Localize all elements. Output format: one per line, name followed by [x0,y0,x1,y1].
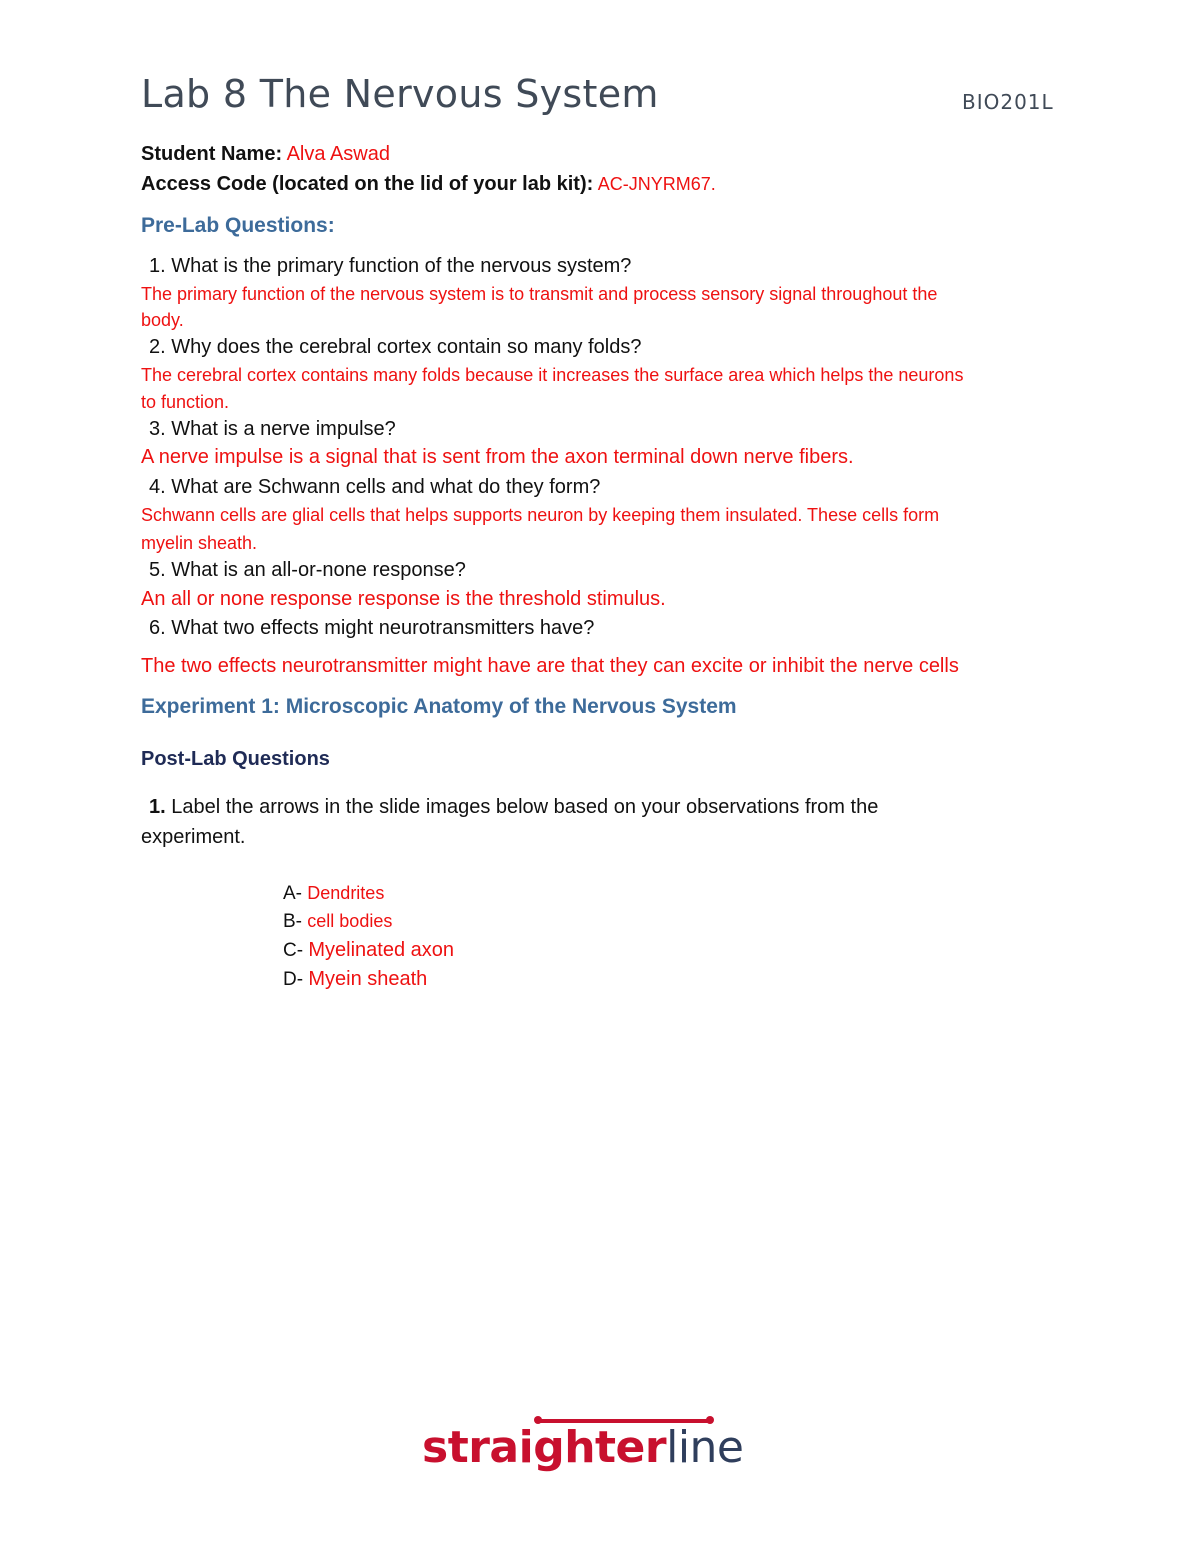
course-code: BIO201L [962,90,1054,114]
access-code-row [141,173,716,196]
access-code-value: AC-JNYRM67. [597,174,716,194]
label-c-letter: C- [283,940,304,961]
page-title: Lab 8 The Nervous System [141,72,659,116]
label-b-value: cell bodies [307,911,393,931]
access-code-label: Access Code (located on the lid of your lab kit): [141,173,594,195]
student-name-label: Student Name: [141,143,283,165]
prelab-answer-1-line-2: body. [141,310,184,330]
prelab-heading: Pre-Lab Questions: [141,214,335,237]
prelab-question-3: 3. What is a nerve impulse? [149,418,396,440]
postlab-question-1-text: Label the arrows in the slide images below based on your observations from the [171,796,879,818]
postlab-question-1-number: 1. [149,796,166,818]
prelab-question-6: 6. What two effects might neurotransmitters have? [149,617,595,639]
prelab-answer-1-line-1: The primary function of the nervous system is to transmit and process sensory signal throughout the [141,284,938,304]
label-d-letter: D- [283,969,304,990]
straighterline-logo [422,1414,782,1484]
prelab-answer-5: An all or none response response is the threshold stimulus. [141,588,666,610]
prelab-answer-3: A nerve impulse is a signal that is sent from the axon terminal down nerve fibers. [141,446,854,468]
label-a-value: Dendrites [307,883,385,903]
prelab-answer-2-line-1: The cerebral cortex contains many folds because it increases the surface area which helps the neurons [141,365,964,385]
prelab-answer-4-line-1: Schwann cells are glial cells that helps supports neuron by keeping them insulated. These cells form [141,505,940,525]
prelab-question-1: 1. What is the primary function of the nervous system? [149,255,632,277]
label-c-value: Myelinated axon [308,939,454,961]
logo-wordmark-light: line [666,1422,744,1473]
label-d-value: Myein sheath [308,968,428,990]
prelab-answer-2-line-2: to function. [141,392,230,412]
logo-wordmark-strong: straighter [422,1422,667,1473]
prelab-question-2: 2. Why does the cerebral cortex contain so many folds? [149,336,642,358]
prelab-answer-6: The two effects neurotransmitter might have are that they can excite or inhibit the nerve cells [141,655,959,677]
prelab-question-4: 4. What are Schwann cells and what do they form? [149,476,601,498]
experiment-heading: Experiment 1: Microscopic Anatomy of the Nervous System [141,695,737,718]
postlab-question-1-continued: experiment. [141,826,246,848]
label-b-letter: B- [283,911,302,932]
student-name-value: Alva Aswad [286,143,390,165]
label-b-row [283,911,392,933]
postlab-heading: Post-Lab Questions [141,748,330,770]
postlab-question-1 [149,796,878,819]
label-c-row [283,939,454,962]
label-a-letter: A- [283,883,302,904]
label-a-row [283,883,384,905]
logo-wordmark [422,1422,744,1473]
prelab-answer-4-line-2: myelin sheath. [141,533,258,553]
prelab-question-5: 5. What is an all-or-none response? [149,559,466,581]
student-name-row [141,143,390,166]
label-d-row [283,968,427,991]
